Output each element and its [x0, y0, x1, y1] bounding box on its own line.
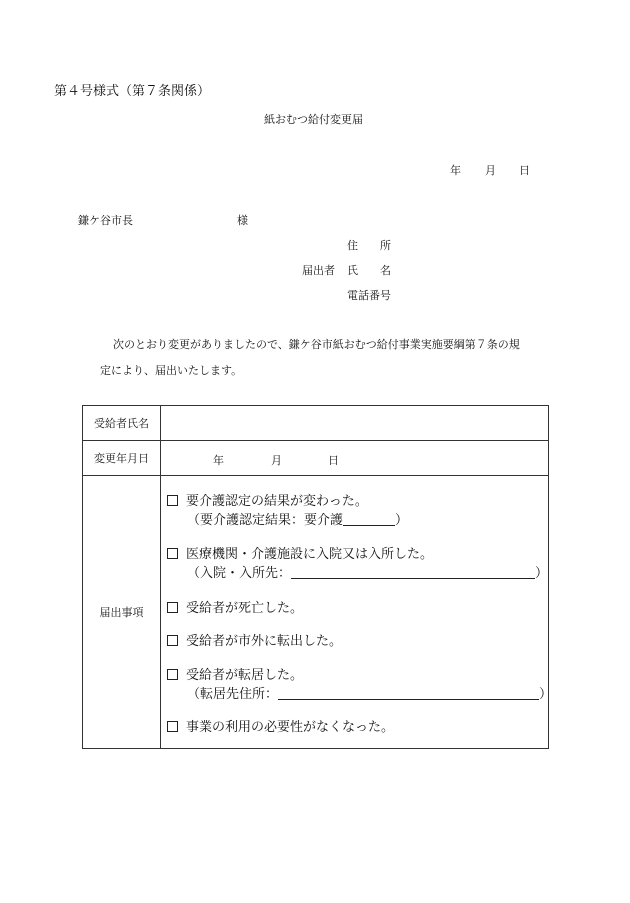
change-date-year: 年 — [213, 454, 224, 467]
report-item-no-longer-needed[interactable]: 事業の利用の必要性がなくなった。 — [167, 716, 394, 735]
report-item-moved-out[interactable]: 受給者が市外に転出した。 — [167, 630, 342, 649]
report-items-row — [83, 476, 549, 749]
body-text-line1: 次のとおり変更がありましたので、鎌ケ谷市紙おむつ給付事業実施要綱第７条の規 — [113, 338, 520, 351]
recipient-name-row — [83, 406, 549, 441]
change-date-month: 月 — [271, 454, 282, 467]
date-year-label: 年 — [450, 164, 461, 177]
change-date-label: 変更年月日 — [83, 441, 161, 476]
admission-detail: （入院・入所先： ） — [187, 566, 549, 581]
checkbox-icon[interactable] — [167, 548, 178, 559]
report-item-relocation[interactable]: 受給者が転居した。 — [167, 664, 303, 683]
checkbox-icon[interactable] — [167, 669, 178, 680]
report-item-care-level[interactable]: 要介護認定の結果が変わった。 — [167, 490, 368, 509]
checkbox-icon[interactable] — [167, 721, 178, 732]
change-date-field[interactable] — [161, 441, 549, 476]
care-level-detail: （要介護認定結果：要介護 ） — [187, 513, 409, 528]
report-item-admission[interactable]: 医療機関・介護施設に入院又は入所した。 — [167, 543, 433, 562]
addressee-name: 鎌ケ谷市長 — [78, 214, 133, 227]
recipient-name-field[interactable] — [161, 406, 549, 441]
body-text-line2: 定により、届出いたします。 — [100, 364, 243, 377]
change-form-table — [82, 405, 553, 749]
name-label: 氏 名 — [347, 264, 391, 277]
change-date-day: 日 — [328, 454, 339, 467]
admission-place-blank[interactable] — [291, 566, 535, 579]
checkbox-icon[interactable] — [167, 635, 178, 646]
care-level-blank[interactable] — [343, 513, 395, 526]
report-items-cell — [161, 476, 553, 749]
form-number: 第４号様式（第７条関係） — [54, 84, 211, 99]
relocation-detail: （転居先住所： ） — [187, 687, 553, 702]
report-item-death[interactable]: 受給者が死亡した。 — [167, 597, 303, 616]
phone-label: 電話番号 — [347, 289, 391, 302]
report-items-label: 届出事項 — [83, 476, 161, 749]
addressee-honorific: 様 — [237, 214, 248, 227]
new-address-blank[interactable] — [278, 687, 539, 700]
checkbox-icon[interactable] — [167, 495, 178, 506]
document-title: 紙おむつ給付変更届 — [264, 113, 363, 126]
submitter-label: 届出者 — [302, 264, 335, 277]
checkbox-icon[interactable] — [167, 602, 178, 613]
date-month-label: 月 — [485, 164, 496, 177]
address-label: 住 所 — [347, 239, 391, 252]
date-day-label: 日 — [519, 164, 530, 177]
recipient-name-label: 受給者氏名 — [83, 406, 161, 441]
change-date-row — [83, 441, 549, 476]
